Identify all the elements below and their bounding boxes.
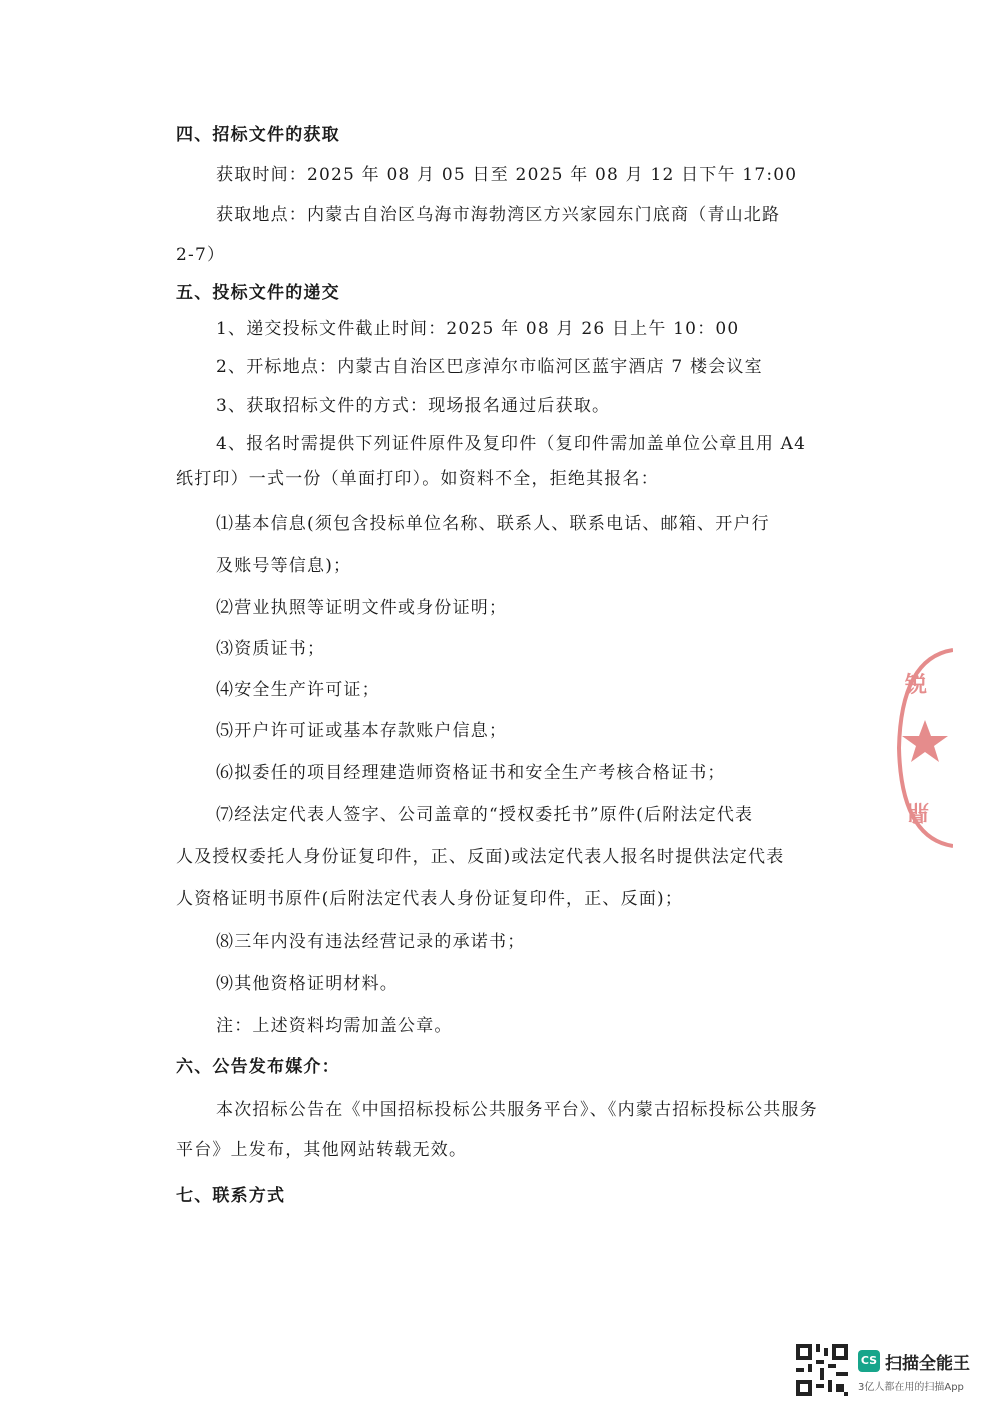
list-item-6: ⑹拟委任的项目经理建造师资格证书和安全生产考核合格证书； bbox=[216, 763, 726, 783]
section6-line2: 平台》上发布，其他网站转载无效。 bbox=[176, 1140, 468, 1160]
list-item-7b: 人及授权委托人身份证复印件，正、反面)或法定代表人报名时提供法定代表 bbox=[176, 847, 785, 867]
section5-heading: 五、投标文件的递交 bbox=[176, 283, 340, 303]
section6-heading: 六、公告发布媒介： bbox=[176, 1057, 340, 1077]
list-item-7c: 人资格证明书原件(后附法定代表人身份证复印件，正、反面)； bbox=[176, 889, 684, 909]
section5-item4-line2: 纸打印）一式一份（单面打印）。如资料不全，拒绝其报名： bbox=[176, 469, 659, 489]
list-item-2: ⑵营业执照等证明文件或身份证明； bbox=[216, 598, 508, 618]
section5-item3: 3、获取招标文件的方式：现场报名通过后获取。 bbox=[216, 396, 611, 416]
list-item-9: ⑼其他资格证明材料。 bbox=[216, 974, 398, 994]
list-item-1b: 及账号等信息)； bbox=[216, 556, 352, 576]
section4-place-line2: 2-7） bbox=[176, 245, 226, 265]
scanner-watermark bbox=[796, 1344, 986, 1400]
section5-item2: 2、开标地点：内蒙古自治区巴彦淖尔市临河区蓝宇酒店 7 楼会议室 bbox=[216, 357, 763, 377]
list-item-1a: ⑴基本信息(须包含投标单位名称、联系人、联系电话、邮箱、开户行 bbox=[216, 514, 770, 534]
section7-heading: 七、联系方式 bbox=[176, 1186, 286, 1206]
section6-line1: 本次招标公告在《中国招标投标公共服务平台》、《内蒙古招标投标公共服务 bbox=[216, 1100, 818, 1120]
list-item-4: ⑷安全生产许可证； bbox=[216, 680, 380, 700]
company-seal bbox=[893, 648, 953, 848]
seal-text-top: 锐 bbox=[905, 673, 930, 698]
section5-item4-line1: 4、报名时需提供下列证件原件及复印件（复印件需加盖单位公章且用 A4 bbox=[216, 434, 807, 454]
qr-code-icon bbox=[796, 1344, 848, 1396]
seal-star-icon bbox=[902, 720, 948, 762]
section4-heading: 四、招标文件的获取 bbox=[176, 125, 340, 145]
list-note: 注：上述资料均需加盖公章。 bbox=[216, 1016, 453, 1036]
section4-place-line1: 获取地点：内蒙古自治区乌海市海勃湾区方兴家园东门底商（青山北路 bbox=[216, 205, 781, 225]
camscanner-logo-icon: CS bbox=[858, 1350, 880, 1372]
section4-time: 获取时间：2025 年 08 月 05 日至 2025 年 08 月 12 日下午 17:00 bbox=[216, 165, 798, 185]
list-item-7a: ⑺经法定代表人签字、公司盖章的“授权委托书”原件(后附法定代表 bbox=[216, 805, 754, 825]
list-item-8: ⑻三年内没有违法经营记录的承诺书； bbox=[216, 932, 526, 952]
scanner-tagline: 3亿人都在用的扫描App bbox=[858, 1382, 964, 1393]
list-item-5: ⑸开户许可证或基本存款账户信息； bbox=[216, 721, 508, 741]
section5-item1: 1、递交投标文件截止时间：2025 年 08 月 26 日上午 10：00 bbox=[216, 319, 740, 339]
list-item-3: ⑶资质证书； bbox=[216, 639, 326, 659]
seal-text-bottom: 鼎 bbox=[905, 799, 930, 824]
scanner-app-name: 扫描全能王 bbox=[885, 1354, 970, 1374]
